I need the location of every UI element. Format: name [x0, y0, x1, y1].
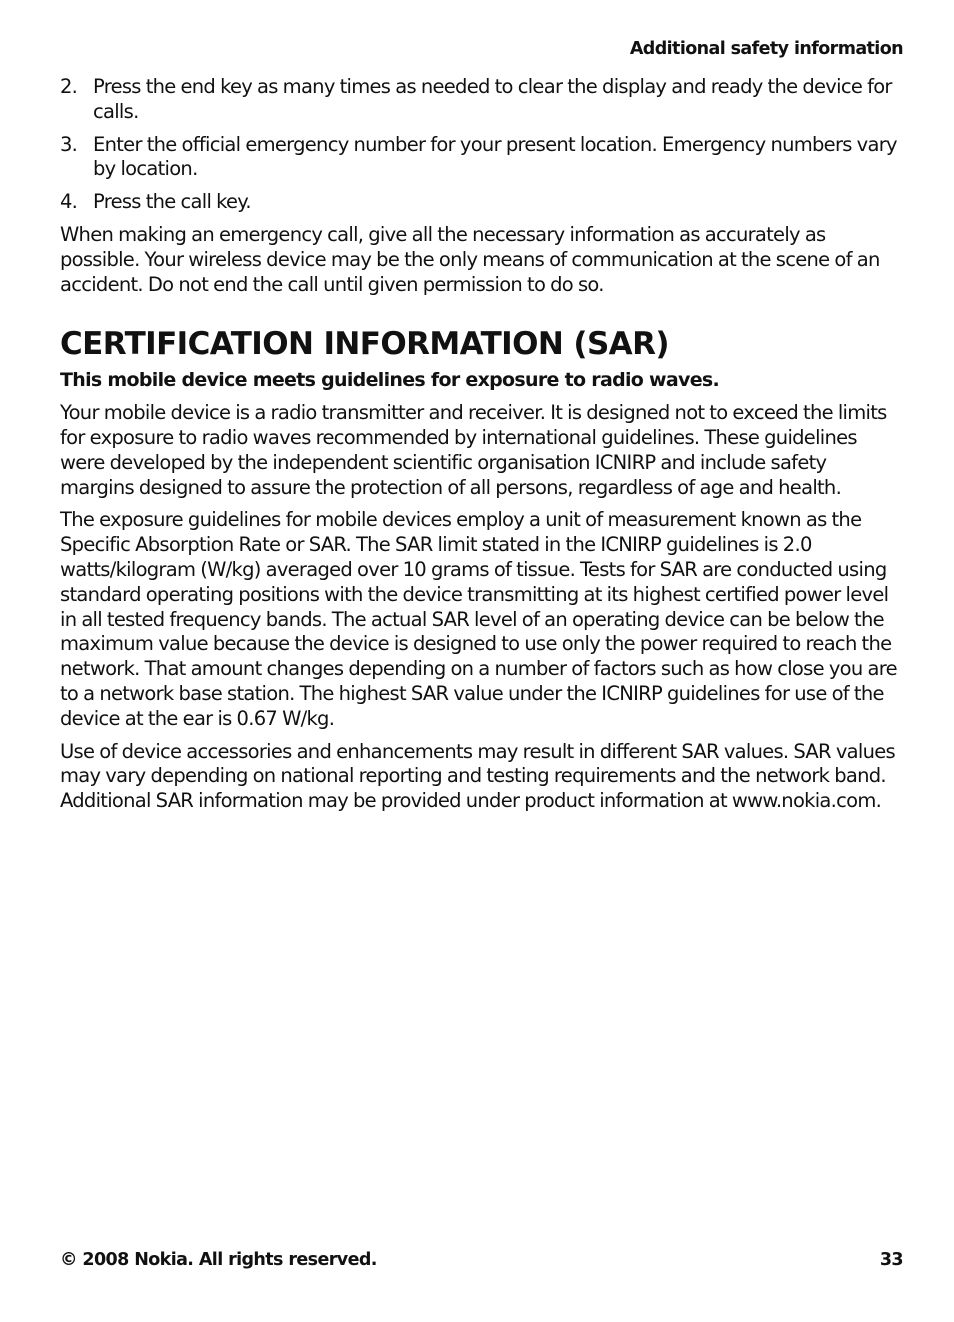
list-item — [60, 133, 903, 183]
step-text: Press the call key. — [93, 190, 251, 214]
section-lead: This mobile device meets guidelines for exposure to radio waves. — [60, 369, 720, 392]
page-content — [60, 75, 903, 822]
sar-paragraph-2: The exposure guidelines for mobile devices employ a unit of measurement known as the Specific Absorption Rate or SAR. The SAR limit stated in the ICNIRP guidelines is 2.0 watts/kilogram (W/kg) averaged over 10 grams of tissue. Tests for SAR are conducted using standard operating positions with the device transmitting at its highest certified power level in all tested frequency bands. The actual SAR level of an operating device can be below the maximum value because the device is designed to use only the power required to reach the network. That amount changes depending on a number of factors such as how close you are to a network base station. The highest SAR value under the ICNIRP guidelines for use of the device at the ear is 0.67 W/kg. — [60, 508, 897, 730]
page-number: 33 — [879, 1250, 903, 1270]
sar-paragraph-3: Use of device accessories and enhancements may result in different SAR values. SAR values may vary depending on national reporting and testing requirements and the network band. Additional SAR information may be provided under product information at www.nokia.com. — [60, 739, 895, 813]
copyright-footer: © 2008 Nokia. All rights reserved. — [60, 1250, 377, 1270]
emergency-call-paragraph: When making an emergency call, give all the necessary information as accurately as possible. Your wireless device may be the only means of communication at the scene of an accident. Do not end the call until given permission to do so. — [60, 222, 880, 296]
running-header: Additional safety information — [629, 39, 903, 59]
list-item — [60, 190, 903, 215]
step-number: 2. — [60, 75, 78, 98]
step-number: 3. — [60, 132, 78, 156]
step-text: Enter the official emergency number for your present location. Emergency numbers vary by location. — [93, 132, 897, 181]
step-number: 4. — [60, 190, 78, 214]
step-text: Press the end key as many times as needed to clear the display and ready the device for calls. — [93, 75, 892, 123]
sar-paragraph-1: Your mobile device is a radio transmitter and receiver. It is designed not to exceed the limits for exposure to radio waves recommended by international guidelines. These guidelines were developed by the independent scientific organisation ICNIRP and include safety margins designed to assure the protection of all persons, regardless of age and health. — [60, 401, 887, 499]
list-item — [60, 75, 903, 125]
section-title: CERTIFICATION INFORMATION (SAR) — [60, 326, 669, 363]
document-page — [60, 0, 903, 1322]
emergency-steps-list — [60, 75, 903, 215]
